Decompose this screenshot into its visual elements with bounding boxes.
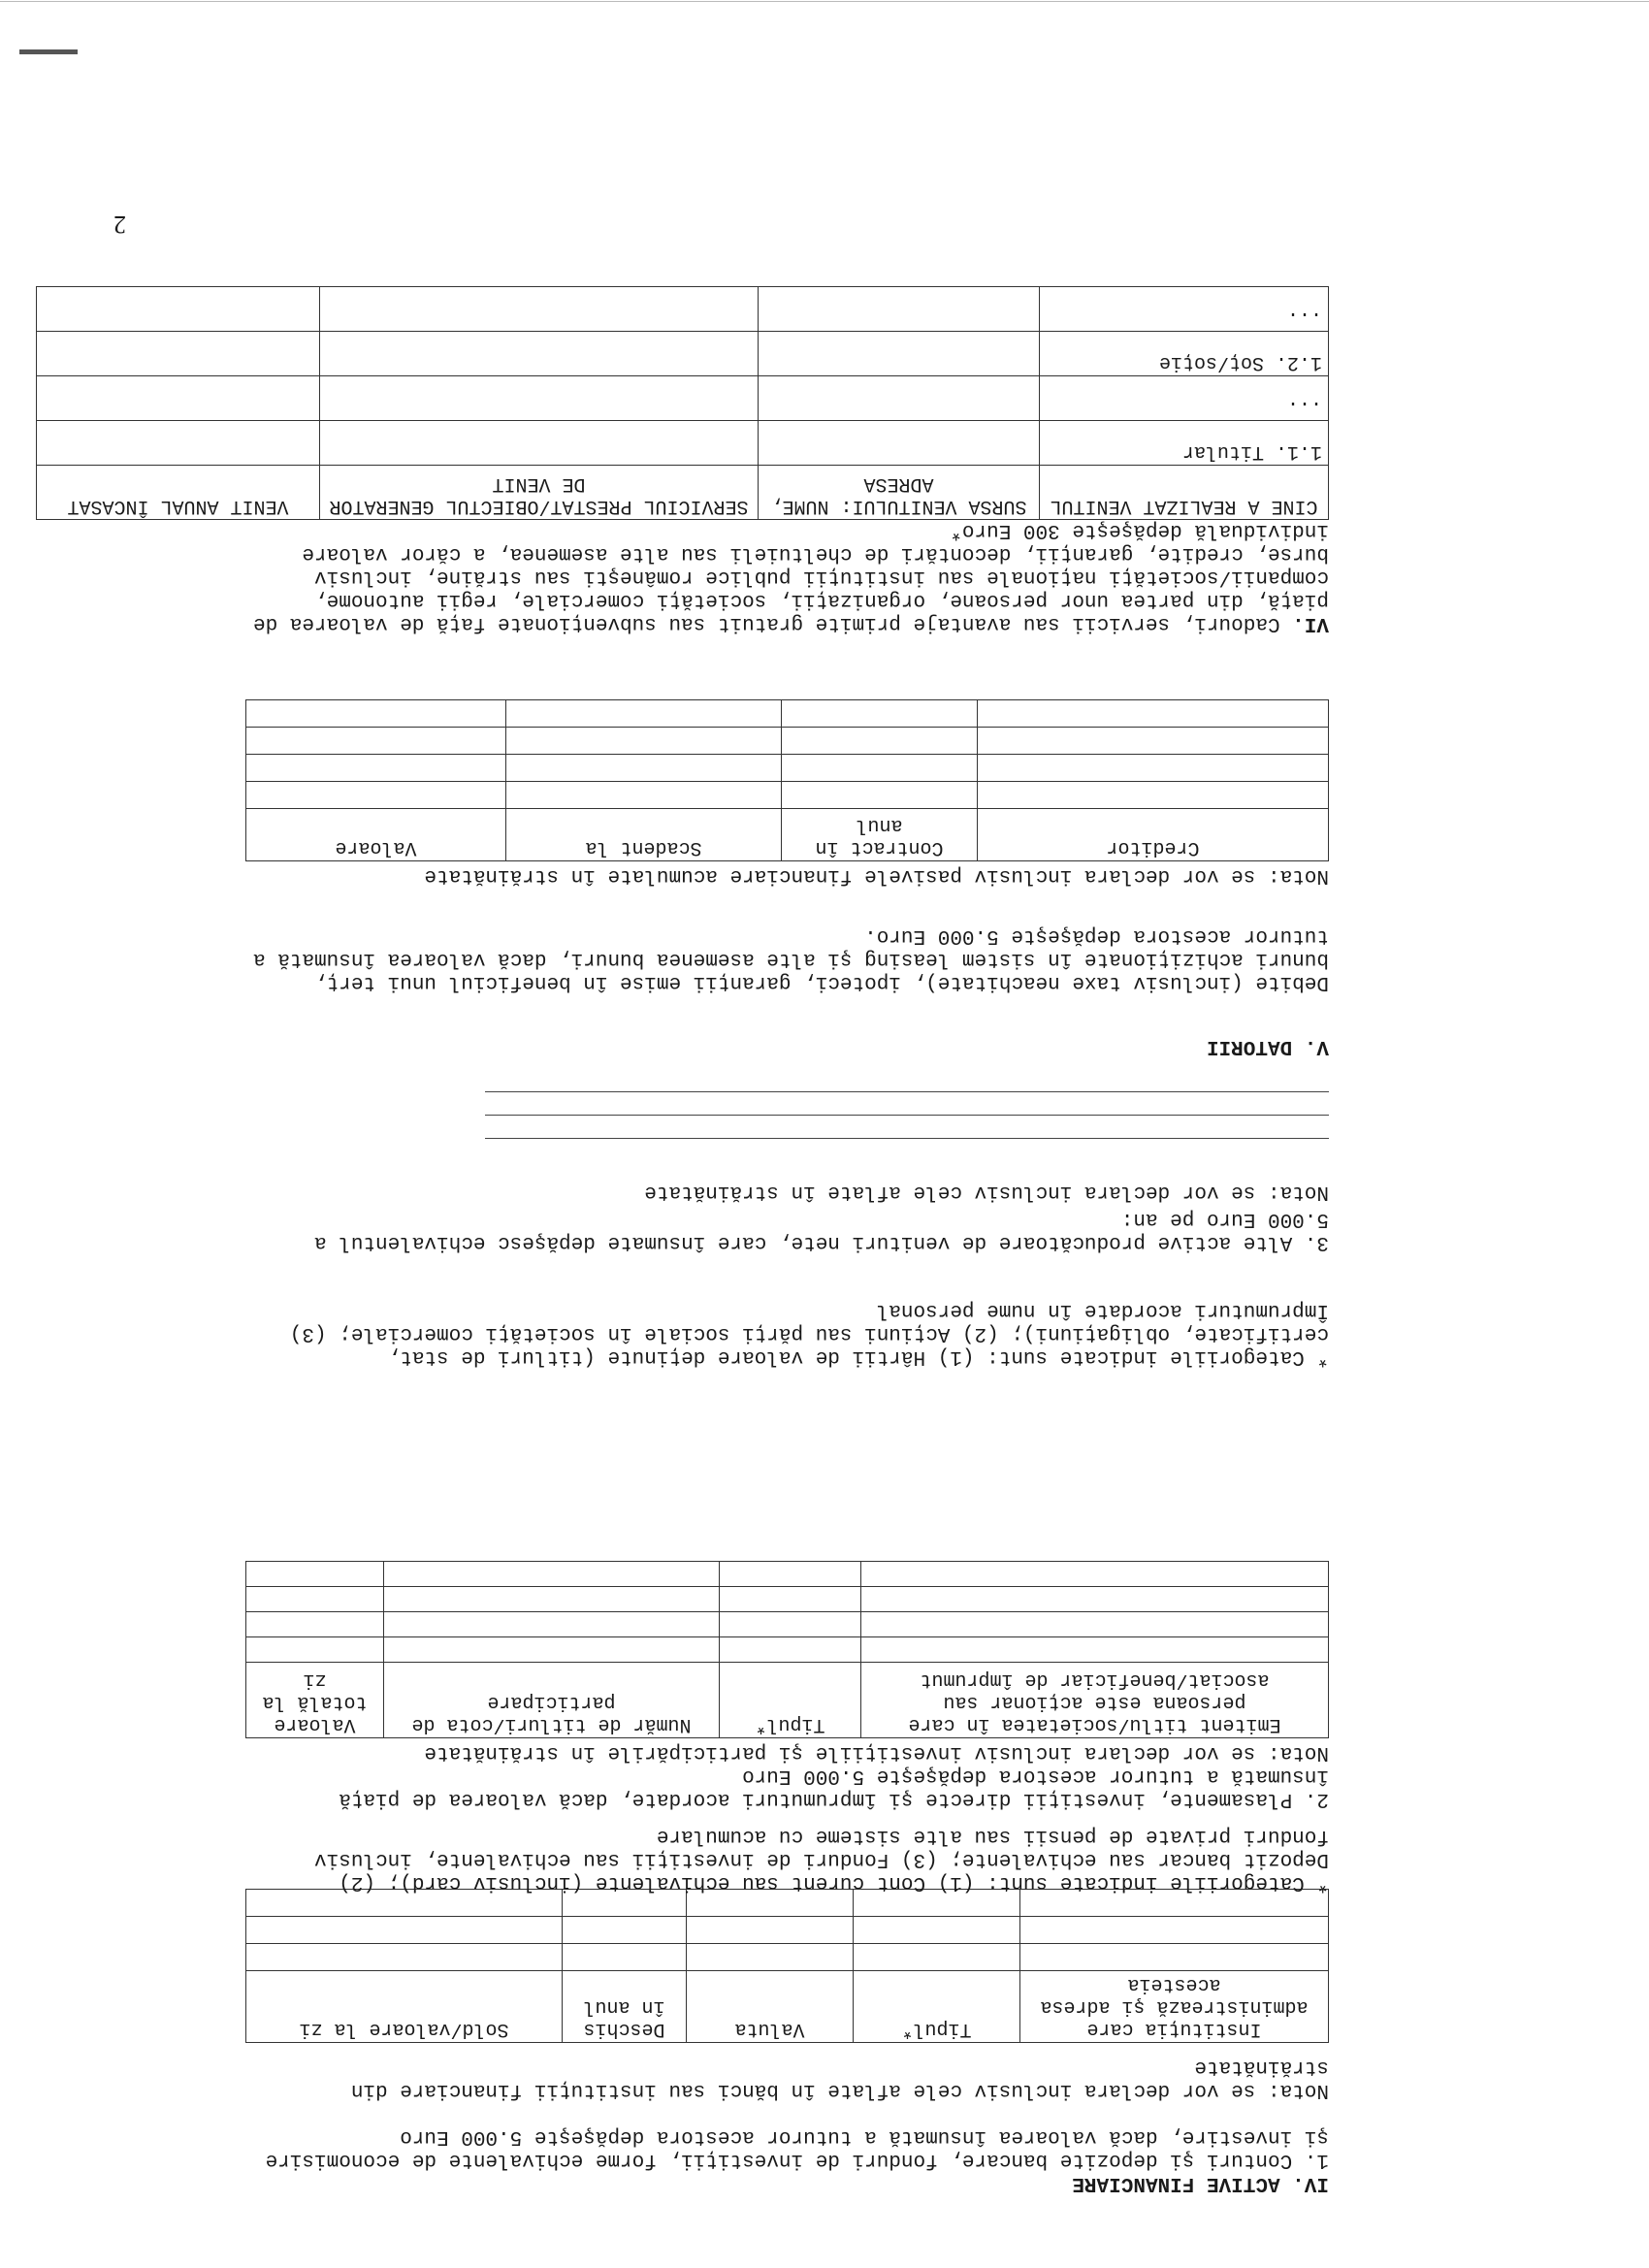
section-iv-p2: 2. Plasamente, investiţii directe şi împrumuturi acordate, dacă valoarea de piaţă însumată a tuturor acestora depăşeşte 5.000 Euro: [339, 1765, 1329, 1810]
blank-line: [485, 1138, 1329, 1139]
row-label: 1.2. Soţ/soţie: [1040, 332, 1329, 376]
section-v-title: V. DATORII: [1206, 1035, 1329, 1057]
section-vi-body: Cadouri, servicii sau avantaje primite gratuit sau subvenţionate faţă de valoarea de piaţă, din partea unor persoane, organizaţii, societăţi comerciale, regii autonome, companii/societăţi naţionale sau instituţii publice româneşti sau străine, inclusiv burse, credite, garanţii, decontări de cheltuieli sau alte asemenea, a căror valoare individuală depăşeşte 300 Euro*: [253, 519, 1329, 634]
col-header: Valoare: [246, 809, 506, 861]
section-iv-title: IV. ACTIVE FINANCIARE: [1072, 2172, 1329, 2194]
section-v-text: Debite (inclusiv taxe neachitate), ipoteci, garanţii emise în beneficiul unui terţ, bunuri achiziţionate în sistem leasing şi alte asemenea bunuri, dacă valoarea însumată a tuturor acestora depăşeşte 5.000 Euro.: [253, 924, 1329, 993]
col-header: Creditor: [978, 809, 1329, 861]
col-header: Număr de titluri/cota de participare: [384, 1663, 720, 1738]
table-row: [246, 700, 1329, 728]
table-row: [246, 1562, 1329, 1587]
table-row: [246, 728, 1329, 755]
col-header: SURSA VENITULUI: NUME, ADRESA: [759, 466, 1040, 520]
section-iv-p3-note: Nota: se vor declara inclusiv cele aflate în străinătate: [644, 1181, 1329, 1203]
section-iv-p1: 1. Conturi şi depozite bancare, fonduri de investiţii, forme echivalente de economisire şi investire, dacă valoarea însumată a tuturor acestora depăşeşte 5.000 Euro: [265, 2125, 1329, 2171]
table-row: [37, 287, 1329, 332]
col-header: Valuta: [687, 1971, 854, 2043]
col-header: Tipul*: [854, 1971, 1020, 2043]
table-bank-accounts: [245, 1889, 1329, 2043]
col-header: Deschis în anul: [563, 1971, 687, 2043]
section-vi-title: VI.: [1292, 612, 1329, 634]
table-row: [37, 332, 1329, 376]
page-number: 2: [113, 211, 126, 239]
table-debts: [245, 699, 1329, 861]
section-v-note: Nota: se vor declara inclusiv pasivele financiare acumulate în străinătate: [424, 864, 1329, 887]
col-header: Instituţia care administrează şi adresa acesteia: [1020, 1971, 1329, 2043]
col-header: Contract în anul: [782, 809, 978, 861]
section-iv-p2-note: Nota: se vor declara inclusiv investiţiile şi participările în străinătate: [424, 1741, 1329, 1764]
table-row: [37, 421, 1329, 466]
col-header: VENIT ANUAL ÎNCASAT: [37, 466, 320, 520]
col-header: Tipul*: [720, 1663, 861, 1738]
scan-mark: [19, 49, 78, 54]
col-header: Valoare totală la zi: [246, 1663, 384, 1738]
blank-line: [485, 1091, 1329, 1092]
section-iv-p1-footnote: * Categoriile indicate sunt: (1) Cont curent sau echivalente (inclusiv card); (2) Depozit bancar sau echivalente; (3) Fonduri de investiţii sau echivalente, inclusiv fonduri private de pensii sau alte sisteme cu acumulare: [314, 1825, 1329, 1894]
section-vi-text: [252, 518, 1329, 634]
section-iv-p1-note: Nota: se vor declara inclusiv cele aflate în bănci sau instituţii financiare din străinătate: [350, 2056, 1329, 2101]
table-row: [37, 376, 1329, 421]
table-row: [246, 1917, 1329, 1944]
scan-edge-line: [0, 1, 1649, 2]
table-investments: [245, 1561, 1329, 1738]
table-row: [246, 1637, 1329, 1663]
table-gifts: [36, 286, 1329, 520]
row-label: 1.1. Titular: [1040, 421, 1329, 466]
table-row: [246, 782, 1329, 809]
col-header: Sold/valoare la zi: [246, 1971, 563, 2043]
table-row: [246, 1612, 1329, 1637]
row-label: ...: [1040, 376, 1329, 421]
row-label: ...: [1040, 287, 1329, 332]
col-header: CINE A REALIZAT VENITUL: [1040, 466, 1329, 520]
col-header: SERVICIUL PRESTAT/OBIECTUL GENERATOR DE VENIT: [320, 466, 759, 520]
col-header: Emitent titlu/societatea în care persoana este acţionar sau asociat/beneficiar de împrumut: [861, 1663, 1329, 1738]
table-row: [246, 1944, 1329, 1971]
blank-line: [485, 1115, 1329, 1116]
section-iv-p3: 3. Alte active producătoare de venituri nete, care însumate depăşesc echivalentul a 5.000 Euro pe an:: [314, 1208, 1329, 1253]
table-row: [246, 1587, 1329, 1612]
section-iv-p2-footnote: * Categoriile indicate sunt: (1) Hârtii de valoare deţinute (titluri de stat, certificate, obligaţiuni); (2) Acţiuni sau părţi sociale în societăţi comerciale; (3) Împrumuturi acordate în nume personal: [289, 1299, 1329, 1368]
col-header: Scadent la: [506, 809, 782, 861]
table-row: [246, 755, 1329, 782]
